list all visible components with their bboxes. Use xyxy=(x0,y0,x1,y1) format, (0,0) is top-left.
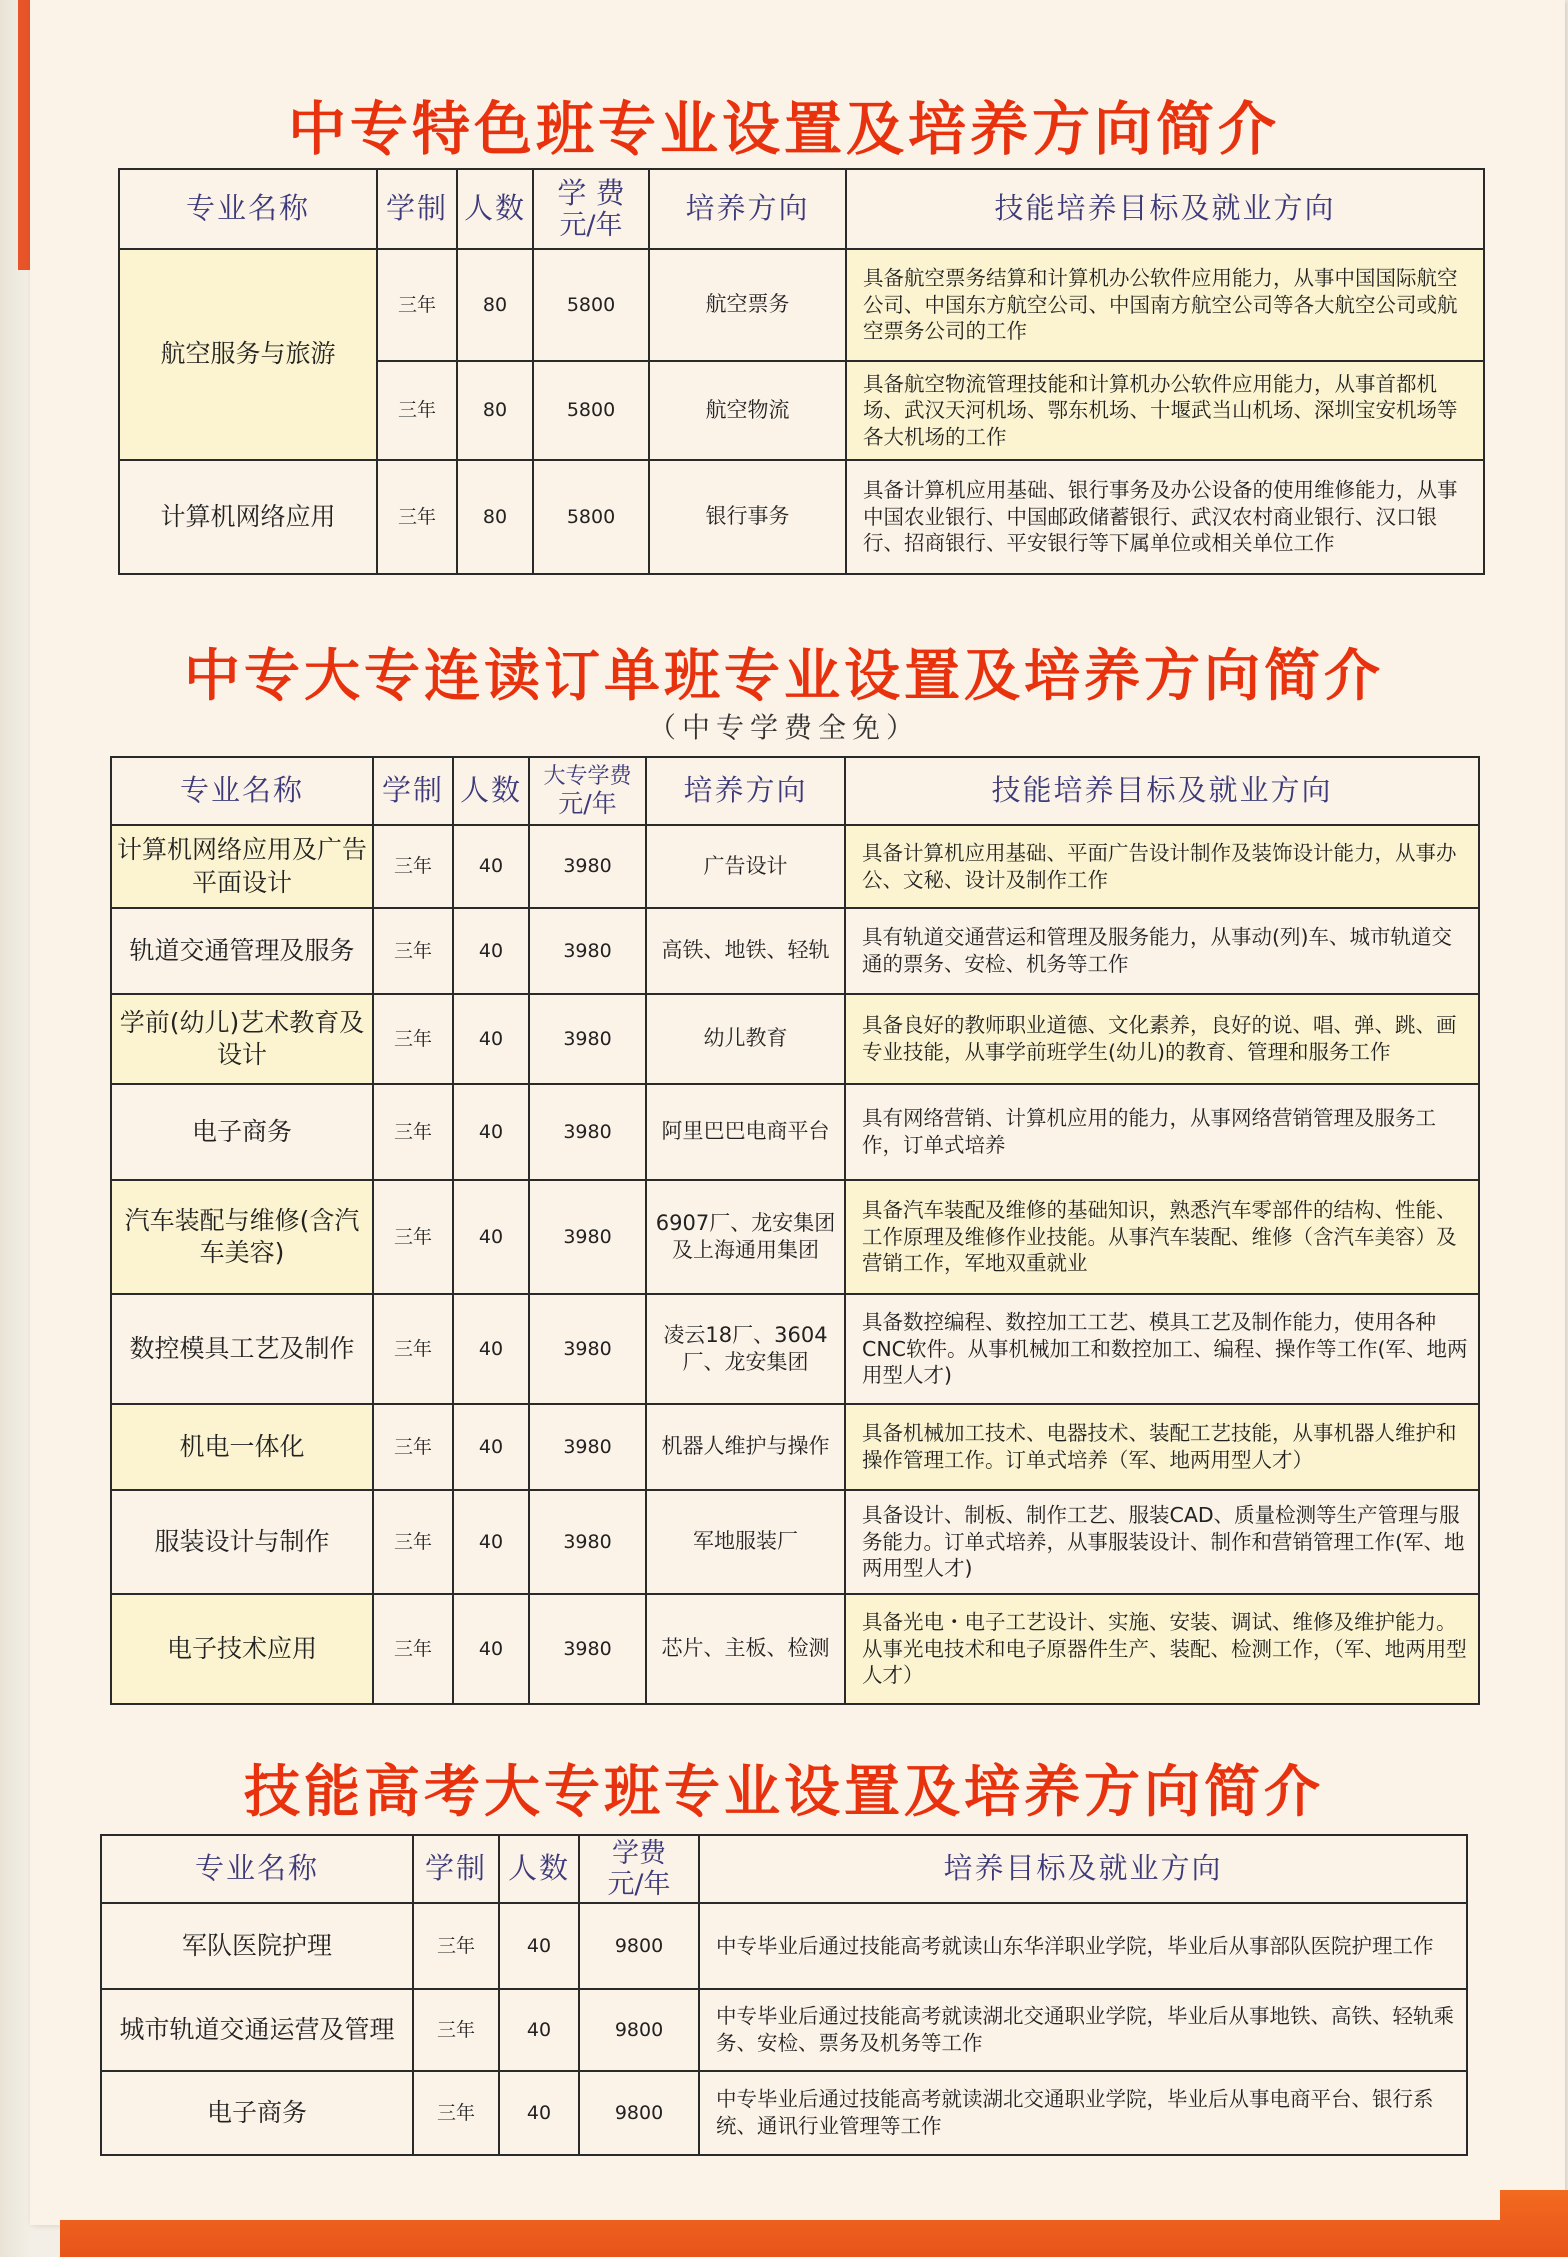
goal-cell: 具备航空票务结算和计算机办公软件应用能力，从事中国国际航空公司、中国东方航空公司、中国南方航空公司等各大航空公司或航空票务公司的工作 xyxy=(846,249,1484,361)
bottom-orange-band xyxy=(60,2190,1568,2257)
table-row xyxy=(111,1084,1479,1180)
count-cell: 40 xyxy=(453,908,529,994)
count-cell: 80 xyxy=(457,460,533,574)
table-row xyxy=(111,1490,1479,1594)
direction-cell: 6907厂、龙安集团及上海通用集团 xyxy=(646,1180,845,1294)
major-name: 军队医院护理 xyxy=(101,1903,413,1989)
fee-cell: 3980 xyxy=(529,1490,646,1594)
section2-header-row xyxy=(111,757,1479,825)
section2-title: 中专大专连读订单班专业设置及培养方向简介 xyxy=(184,643,1384,709)
section3-title: 技能高考大专班专业设置及培养方向简介 xyxy=(244,1759,1324,1825)
major-name: 电子技术应用 xyxy=(111,1594,373,1704)
header-duration: 学制 xyxy=(373,757,453,825)
header-direction: 培养方向 xyxy=(649,169,846,249)
duration-cell: 三年 xyxy=(373,1490,453,1594)
major-name: 城市轨道交通运营及管理 xyxy=(101,1989,413,2071)
header-name: 专业名称 xyxy=(111,757,373,825)
table-row xyxy=(111,825,1479,908)
section3-table xyxy=(100,1834,1468,2156)
goal-cell: 具备汽车装配及维修的基础知识，熟悉汽车零部件的结构、性能、工作原理及维修作业技能。从事汽车装配、维修（含汽车美容）及营销工作，军地双重就业 xyxy=(845,1180,1479,1294)
fee-cell: 3980 xyxy=(529,1180,646,1294)
major-name: 学前(幼儿)艺术教育及设计 xyxy=(111,994,373,1084)
fee-cell: 5800 xyxy=(533,361,649,460)
major-name: 电子商务 xyxy=(111,1084,373,1180)
direction-cell: 机器人维护与操作 xyxy=(646,1404,845,1490)
goal-cell: 具备计算机应用基础、平面广告设计制作及装饰设计能力，从事办公、文秘、设计及制作工作 xyxy=(845,825,1479,908)
fee-cell: 3980 xyxy=(529,908,646,994)
header-goal: 技能培养目标及就业方向 xyxy=(846,169,1484,249)
goal-cell: 具备计算机应用基础、银行事务及办公设备的使用维修能力，从事中国农业银行、中国邮政储蓄银行、武汉农村商业银行、汉口银行、招商银行、平安银行等下属单位或相关单位工作 xyxy=(846,460,1484,574)
duration-cell: 三年 xyxy=(377,460,457,574)
table-row xyxy=(101,2071,1467,2155)
direction-cell: 广告设计 xyxy=(646,825,845,908)
header-goal: 技能培养目标及就业方向 xyxy=(845,757,1479,825)
fee-cell: 3980 xyxy=(529,825,646,908)
table-row xyxy=(119,249,1484,361)
major-name: 服装设计与制作 xyxy=(111,1490,373,1594)
header-goal: 培养目标及就业方向 xyxy=(699,1835,1467,1903)
fee-cell: 3980 xyxy=(529,1084,646,1180)
count-cell: 40 xyxy=(453,1294,529,1404)
goal-cell: 具有轨道交通营运和管理及服务能力，从事动(列)车、城市轨道交通的票务、安检、机务等工作 xyxy=(845,908,1479,994)
count-cell: 40 xyxy=(453,1180,529,1294)
header-count: 人数 xyxy=(499,1835,579,1903)
direction-cell: 高铁、地铁、轻轨 xyxy=(646,908,845,994)
duration-cell: 三年 xyxy=(413,2071,499,2155)
duration-cell: 三年 xyxy=(373,1404,453,1490)
table-row xyxy=(101,1903,1467,1989)
direction-cell: 幼儿教育 xyxy=(646,994,845,1084)
header-name: 专业名称 xyxy=(101,1835,413,1903)
duration-cell: 三年 xyxy=(377,249,457,361)
direction-cell: 航空票务 xyxy=(649,249,846,361)
direction-cell: 军地服装厂 xyxy=(646,1490,845,1594)
table-row xyxy=(111,1404,1479,1490)
fee-cell: 9800 xyxy=(579,1903,699,1989)
goal-cell: 具备数控编程、数控加工工艺、模具工艺及制作能力，使用各种CNC软件。从事机械加工和数控加工、编程、操作等工作(军、地两用型人才) xyxy=(845,1294,1479,1404)
count-cell: 80 xyxy=(457,361,533,460)
section2-table xyxy=(110,756,1480,1705)
header-duration: 学制 xyxy=(413,1835,499,1903)
table-row xyxy=(111,1180,1479,1294)
header-duration: 学制 xyxy=(377,169,457,249)
goal-cell: 具备机械加工技术、电器技术、装配工艺技能，从事机器人维护和操作管理工作。订单式培养（军、地两用型人才） xyxy=(845,1404,1479,1490)
major-name: 航空服务与旅游 xyxy=(119,249,377,460)
count-cell: 40 xyxy=(453,994,529,1084)
direction-cell: 银行事务 xyxy=(649,460,846,574)
section3-header-row xyxy=(101,1835,1467,1903)
goal-cell: 具备航空物流管理技能和计算机办公软件应用能力，从事首都机场、武汉天河机场、鄂东机场、十堰武当山机场、深圳宝安机场等各大机场的工作 xyxy=(846,361,1484,460)
direction-cell: 凌云18厂、3604厂、龙安集团 xyxy=(646,1294,845,1404)
goal-cell: 中专毕业后通过技能高考就读山东华洋职业学院，毕业后从事部队医院护理工作 xyxy=(699,1903,1467,1989)
page-edge xyxy=(0,0,30,2257)
major-name: 计算机网络应用 xyxy=(119,460,377,574)
count-cell: 80 xyxy=(457,249,533,361)
header-count: 人数 xyxy=(453,757,529,825)
direction-cell: 芯片、主板、检测 xyxy=(646,1594,845,1704)
goal-cell: 具备良好的教师职业道德、文化素养，良好的说、唱、弹、跳、画专业技能，从事学前班学生(幼儿)的教育、管理和服务工作 xyxy=(845,994,1479,1084)
duration-cell: 三年 xyxy=(377,361,457,460)
header-fee: 学 费 元/年 xyxy=(533,169,649,249)
table-row xyxy=(101,1989,1467,2071)
duration-cell: 三年 xyxy=(373,825,453,908)
duration-cell: 三年 xyxy=(373,1084,453,1180)
section1-header-row xyxy=(119,169,1484,249)
header-fee: 学费 元/年 xyxy=(579,1835,699,1903)
table-row xyxy=(111,1594,1479,1704)
duration-cell: 三年 xyxy=(413,1989,499,2071)
table-row xyxy=(119,460,1484,574)
goal-cell: 具有网络营销、计算机应用的能力，从事网络营销管理及服务工作，订单式培养 xyxy=(845,1084,1479,1180)
section2-subtitle: （中专学费全免） xyxy=(647,711,920,744)
count-cell: 40 xyxy=(499,1903,579,1989)
fee-cell: 3980 xyxy=(529,1404,646,1490)
duration-cell: 三年 xyxy=(413,1903,499,1989)
section1-title: 中专特色班专业设置及培养方向简介 xyxy=(287,95,1280,163)
major-name: 汽车装配与维修(含汽车美容) xyxy=(111,1180,373,1294)
section1-table xyxy=(118,168,1485,575)
count-cell: 40 xyxy=(453,1404,529,1490)
major-name: 机电一体化 xyxy=(111,1404,373,1490)
fee-cell: 9800 xyxy=(579,1989,699,2071)
table-row xyxy=(111,908,1479,994)
fee-cell: 3980 xyxy=(529,1594,646,1704)
goal-cell: 中专毕业后通过技能高考就读湖北交通职业学院，毕业后从事电商平台、银行系统、通讯行业管理等工作 xyxy=(699,2071,1467,2155)
duration-cell: 三年 xyxy=(373,908,453,994)
header-fee: 大专学费 元/年 xyxy=(529,757,646,825)
duration-cell: 三年 xyxy=(373,994,453,1084)
duration-cell: 三年 xyxy=(373,1594,453,1704)
fee-cell: 5800 xyxy=(533,460,649,574)
table-row xyxy=(111,1294,1479,1404)
direction-cell: 阿里巴巴电商平台 xyxy=(646,1084,845,1180)
fee-cell: 9800 xyxy=(579,2071,699,2155)
count-cell: 40 xyxy=(499,1989,579,2071)
count-cell: 40 xyxy=(453,1490,529,1594)
header-name: 专业名称 xyxy=(119,169,377,249)
table-row xyxy=(111,994,1479,1084)
goal-cell: 具备设计、制板、制作工艺、服装CAD、质量检测等生产管理与服务能力。订单式培养，从事服装设计、制作和营销管理工作(军、地两用型人才) xyxy=(845,1490,1479,1594)
count-cell: 40 xyxy=(453,1084,529,1180)
major-name: 轨道交通管理及服务 xyxy=(111,908,373,994)
fee-cell: 3980 xyxy=(529,994,646,1084)
duration-cell: 三年 xyxy=(373,1180,453,1294)
count-cell: 40 xyxy=(499,2071,579,2155)
goal-cell: 具备光电・电子工艺设计、实施、安装、调试、维修及维护能力。从事光电技术和电子原器件生产、装配、检测工作，（军、地两用型人才） xyxy=(845,1594,1479,1704)
major-name: 数控模具工艺及制作 xyxy=(111,1294,373,1404)
count-cell: 40 xyxy=(453,825,529,908)
header-count: 人数 xyxy=(457,169,533,249)
direction-cell: 航空物流 xyxy=(649,361,846,460)
header-direction: 培养方向 xyxy=(646,757,845,825)
major-name: 电子商务 xyxy=(101,2071,413,2155)
fee-cell: 5800 xyxy=(533,249,649,361)
duration-cell: 三年 xyxy=(373,1294,453,1404)
goal-cell: 中专毕业后通过技能高考就读湖北交通职业学院，毕业后从事地铁、高铁、轻轨乘务、安检、票务及机务等工作 xyxy=(699,1989,1467,2071)
major-name: 计算机网络应用及广告平面设计 xyxy=(111,825,373,908)
fee-cell: 3980 xyxy=(529,1294,646,1404)
count-cell: 40 xyxy=(453,1594,529,1704)
